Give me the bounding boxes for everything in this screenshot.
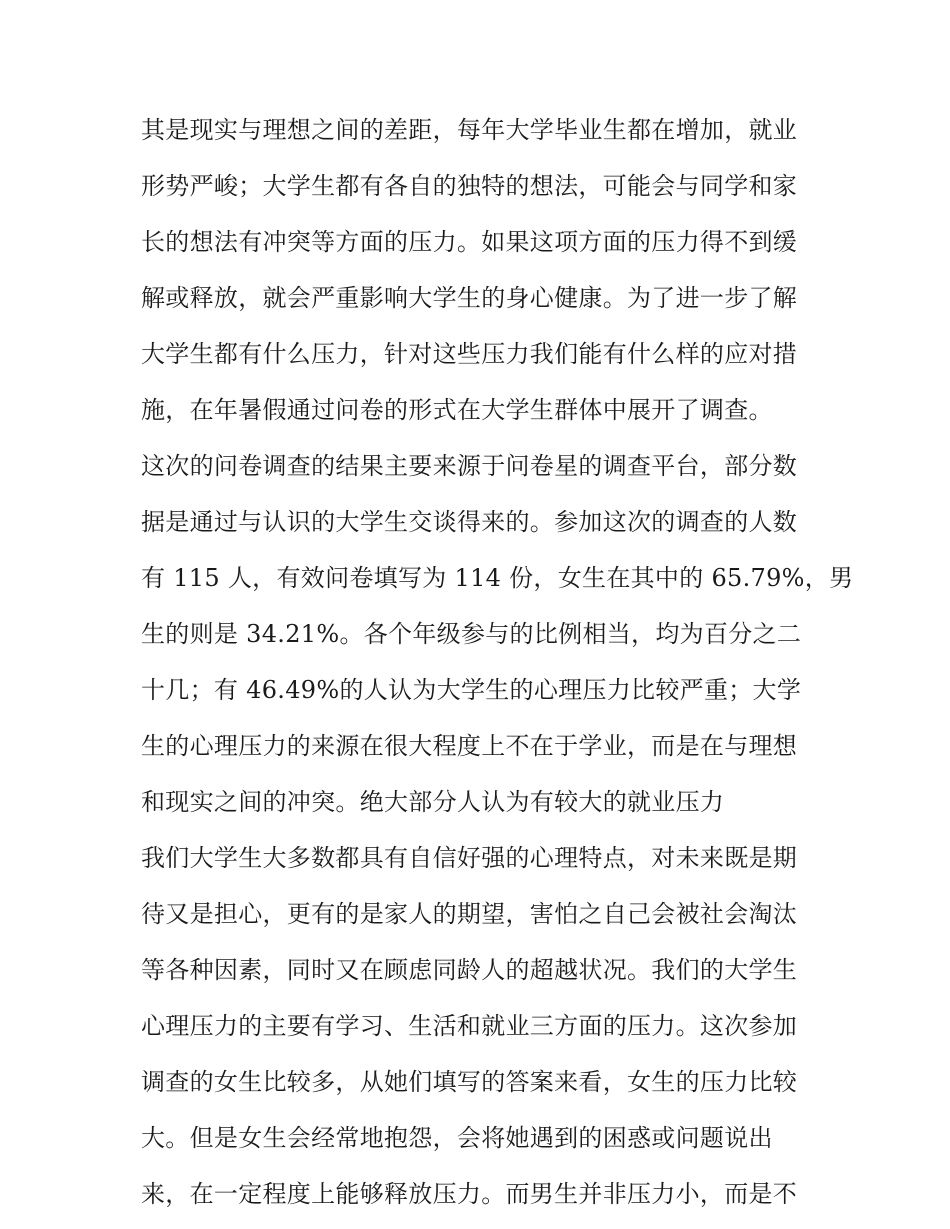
text-line: 我们大学生大多数都具有自信好强的心理特点，对未来既是期 (141, 844, 798, 872)
text-line: 据是通过与认识的大学生交谈得来的。参加这次的调查的人数 (141, 508, 798, 536)
text-line: 长的想法有冲突等方面的压力。如果这项方面的压力得不到缓 (141, 228, 798, 256)
text-line: 解或释放，就会严重影响大学生的身心健康。为了进一步了解 (141, 284, 798, 312)
document-body (141, 102, 854, 1222)
text-line: 调查的女生比较多，从她们填写的答案来看，女生的压力比较 (141, 1068, 798, 1096)
text-line: 和现实之间的冲突。绝大部分人认为有较大的就业压力 (141, 788, 725, 816)
text-line: 待又是担心，更有的是家人的期望，害怕之自己会被社会淘汰 (141, 900, 798, 928)
text-line: 其是现实与理想之间的差距，每年大学毕业生都在增加，就业 (141, 116, 798, 144)
text-line: 大学生都有什么压力，针对这些压力我们能有什么样的应对措 (141, 340, 798, 368)
text-line: 有 115 人，有效问卷填写为 114 份，女生在其中的 65.79%，男 (141, 564, 854, 592)
text-line: 心理压力的主要有学习、生活和就业三方面的压力。这次参加 (141, 1012, 798, 1040)
text-line: 十几；有 46.49%的人认为大学生的心理压力比较严重；大学 (141, 676, 802, 704)
text-line: 这次的问卷调查的结果主要来源于问卷星的调查平台，部分数 (141, 452, 798, 480)
text-line: 施，在年暑假通过问卷的形式在大学生群体中展开了调查。 (141, 396, 773, 424)
text-line: 生的心理压力的来源在很大程度上不在于学业，而是在与理想 (141, 732, 798, 760)
text-line: 等各种因素，同时又在顾虑同龄人的超越状况。我们的大学生 (141, 956, 798, 984)
text-line: 来，在一定程度上能够释放压力。而男生并非压力小，而是不 (141, 1180, 798, 1208)
text-line: 生的则是 34.21%。各个年级参与的比例相当，均为百分之二 (141, 620, 802, 648)
text-line: 大。但是女生会经常地抱怨，会将她遇到的困惑或问题说出 (141, 1124, 773, 1152)
text-line: 形势严峻；大学生都有各自的独特的想法，可能会与同学和家 (141, 172, 798, 200)
